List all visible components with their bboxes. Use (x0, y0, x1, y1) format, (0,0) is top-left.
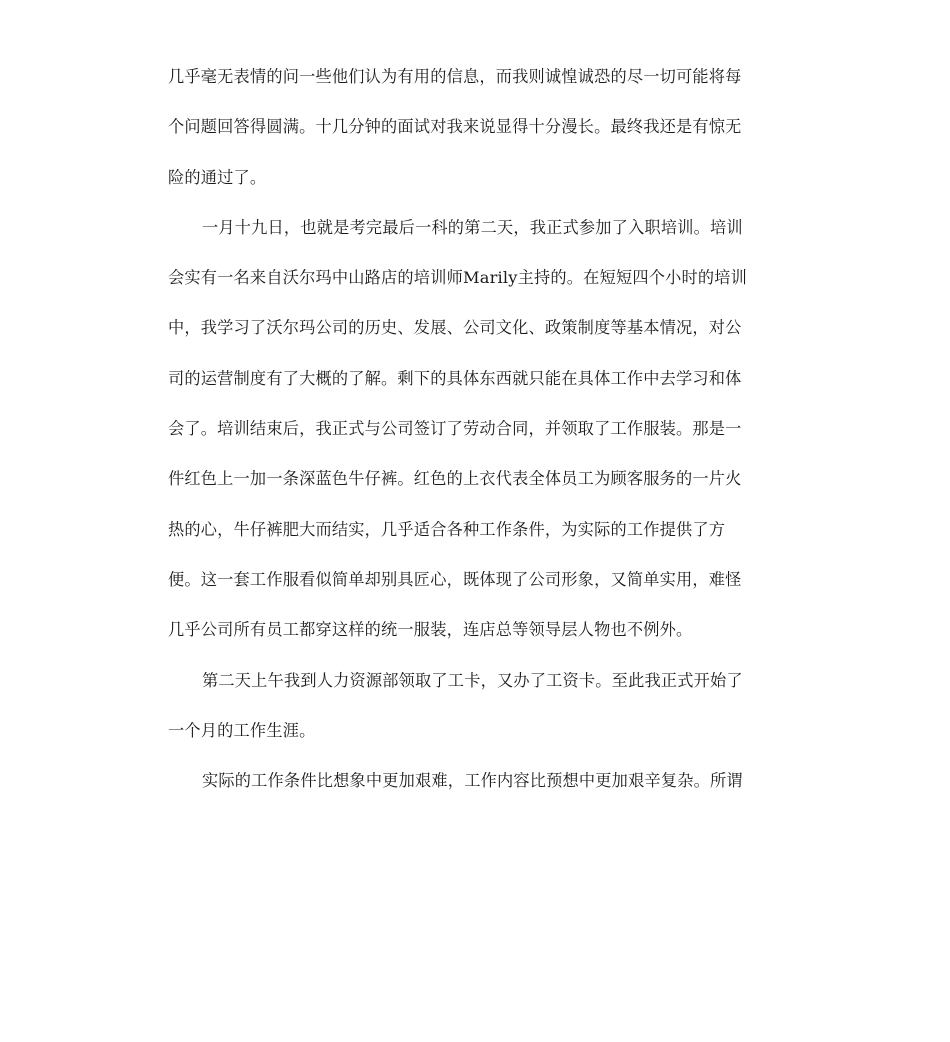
text-line: 实际的工作条件比想象中更加艰难，工作内容比预想中更加艰辛复杂。所谓 (202, 771, 743, 791)
text-line: 险的通过了。 (168, 167, 267, 187)
text-line: 司的运营制度有了大概的了解。剩下的具体东西就只能在具体工作中去学习和体 (168, 368, 742, 388)
text-line: 一月十九日，也就是考完最后一科的第二天，我正式参加了入职培训。培训 (202, 217, 743, 237)
text-line: 几乎毫无表情的问一些他们认为有用的信息，而我则诚惶诚恐的尽一切可能将每 (168, 67, 742, 86)
text-line: 一个月的工作生涯。 (168, 720, 316, 740)
text-line: 个问题回答得圆满。十几分钟的面试对我来说显得十分漫长。最终我还是有惊无 (168, 117, 742, 137)
text-line: 会了。培训结束后，我正式与公司签订了劳动合同，并领取了工作服装。那是一 (168, 419, 742, 439)
text-line: 热的心，牛仔裤肥大而结实，几乎适合各种工作条件，为实际的工作提供了方 (168, 519, 726, 539)
text-line: 第二天上午我到人力资源部领取了工卡，又办了工资卡。至此我正式开始了 (202, 670, 743, 690)
body-text (168, 60, 778, 814)
text-line: 便。这一套工作服看似简单却别具匠心，既体现了公司形象，又简单实用，难怪 (168, 569, 742, 589)
text-line: 几乎公司所有员工都穿这样的统一服装，连店总等领导层人物也不例外。 (168, 620, 693, 640)
text-line: 件红色上一加一条深蓝色牛仔裤。红色的上衣代表全体员工为顾客服务的一片火 (168, 469, 742, 489)
text-line: 会实有一名来自沃尔玛中山路店的培训师Marily主持的。在短短四个小时的培训 (168, 268, 748, 288)
text-line: 中，我学习了沃尔玛公司的历史、发展、公司文化、政策制度等基本情况，对公 (168, 318, 742, 338)
